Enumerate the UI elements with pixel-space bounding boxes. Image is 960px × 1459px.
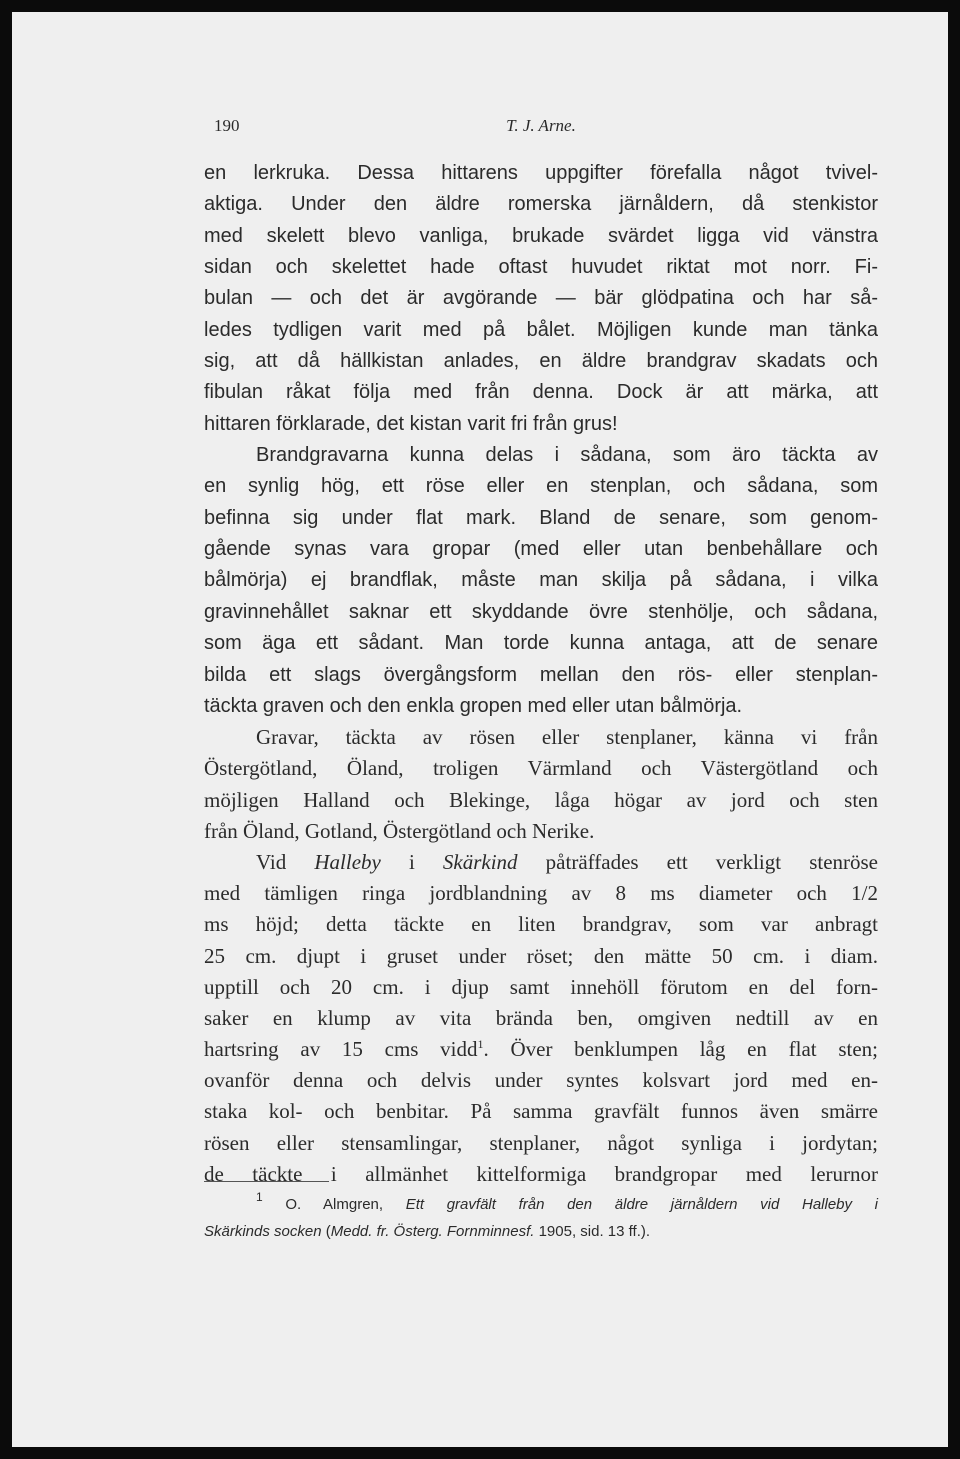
text-line: med skelett blevo vanliga, brukade svärdet ligga vid vänstra xyxy=(204,224,878,247)
text-fragment: Vid xyxy=(256,849,315,874)
text-line: ovanför denna och delvis under syntes kolsvart jord med en- xyxy=(204,1068,878,1093)
text-line: 25 cm. djupt i gruset under röset; den mätte 50 cm. i diam. xyxy=(204,943,878,968)
text-line: från Öland, Gotland, Östergötland och Nerike. xyxy=(204,818,595,843)
text-line: upptill och 20 cm. i djup samt innehöll förutom en del forn- xyxy=(204,974,878,999)
text-line xyxy=(204,847,878,878)
text-line: hittaren förklarade, det kistan varit fri från grus! xyxy=(204,412,618,435)
main-text xyxy=(204,158,878,1190)
text-line: en synlig hög, ett röse eller en stenplan, och sådana, som xyxy=(204,475,878,498)
text-line: Brandgravarna kunna delas i sådana, som äro täckta av xyxy=(256,444,878,467)
text-fragment: 1905, sid. 13 ff.). xyxy=(534,1223,651,1240)
text-line: ms höjd; detta täckte en liten brandgrav, som var anbragt xyxy=(204,912,878,937)
place-name: Skärkind xyxy=(442,849,518,874)
fraction: 1/2 xyxy=(851,881,878,906)
footnote-line xyxy=(204,1218,878,1245)
text-line: ledes tydligen varit med på bålet. Möjligen kunde man tänka xyxy=(204,318,878,341)
text-line: bilda ett slags övergångsform mellan den rös- eller stenplan- xyxy=(204,663,878,686)
text-line xyxy=(204,1034,878,1065)
footnote-title: Skärkinds socken xyxy=(204,1223,322,1240)
text-fragment: med tämligen ringa jordblandning av 8 ms diameter och xyxy=(204,881,852,906)
text-line: gående synas vara gropar (med eller utan benbehållare och xyxy=(204,538,878,561)
footnote-journal: Medd. fr. Österg. Fornminnesf. xyxy=(330,1223,535,1240)
text-line: möjligen Halland och Blekinge, låga högar av jord och sten xyxy=(204,787,878,812)
footnote-line xyxy=(204,1191,878,1218)
footnote-divider xyxy=(204,1181,329,1182)
text-line: sig, att då hällkistan anlades, en äldre brandgrav skadats och xyxy=(204,350,878,373)
text-fragment: påträffades ett verkligt stenröse xyxy=(517,849,879,874)
paragraph-4 xyxy=(204,847,878,1190)
text-line: Gravar, täckta av rösen eller stenplaner, känna vi från xyxy=(256,725,878,750)
footnote-reference: 1 xyxy=(477,1037,484,1052)
text-line: som äga ett sådant. Man torde kunna antaga, att de senare xyxy=(204,632,878,655)
footnote-marker: 1 xyxy=(256,1190,263,1204)
text-line: sidan och skelettet hade oftast huvudet riktat mot norr. Fi- xyxy=(204,256,878,279)
text-fragment: . Över benklumpen låg en flat sten; xyxy=(483,1037,878,1062)
text-fragment: hartsring av 15 cms vidd xyxy=(204,1037,478,1062)
text-line: staka kol- och benbitar. På samma gravfält funnos även smärre xyxy=(204,1099,878,1124)
text-line: Östergötland, Öland, troligen Värmland och Västergötland och xyxy=(204,756,878,781)
text-line: saker en klump av vita brända ben, omgiven nedtill av en xyxy=(204,1005,878,1030)
text-line: befinna sig under flat mark. Bland de senare, som genom- xyxy=(204,506,878,529)
text-fragment: i xyxy=(380,849,443,874)
paragraph-3 xyxy=(204,722,878,847)
text-line: bålmörja) ej brandflak, måste man skilja på sådana, i vilka xyxy=(204,569,878,592)
running-title: T. J. Arne. xyxy=(506,116,576,135)
paragraph-1 xyxy=(204,158,878,440)
page-number: 190 xyxy=(214,116,240,135)
text-line: fibulan råkat följa med från denna. Dock är att märka, att xyxy=(204,381,878,404)
text-line: en lerkruka. Dessa hittarens uppgifter förefalla något tvivel- xyxy=(204,162,878,184)
footnote-title: Ett gravfält från den äldre järnåldern vid Halleby i xyxy=(405,1196,879,1213)
text-line: gravinnehållet saknar ett skyddande övre stenhölje, och sådana, xyxy=(204,600,878,623)
place-name: Halleby xyxy=(314,849,381,874)
text-line xyxy=(204,878,878,909)
paragraph-2 xyxy=(204,440,878,722)
text-line: bulan — och det är avgörande — bär glödpatina och har så- xyxy=(204,287,878,310)
footnote-author: O. Almgren, xyxy=(285,1196,406,1213)
book-page xyxy=(12,12,948,1447)
footnote xyxy=(204,1191,878,1245)
text-fragment: ( xyxy=(321,1223,331,1240)
page-header xyxy=(204,116,878,146)
text-line: täckta graven och den enkla gropen med eller utan bålmörja. xyxy=(204,694,743,717)
text-line: rösen eller stensamlingar, stenplaner, något synliga i jordytan; xyxy=(204,1130,878,1155)
text-line: de täckte i allmänhet kittelformiga brandgropar med lerurnor xyxy=(204,1161,878,1186)
text-line: aktiga. Under den äldre romerska järnåldern, då stenkistor xyxy=(204,193,878,216)
